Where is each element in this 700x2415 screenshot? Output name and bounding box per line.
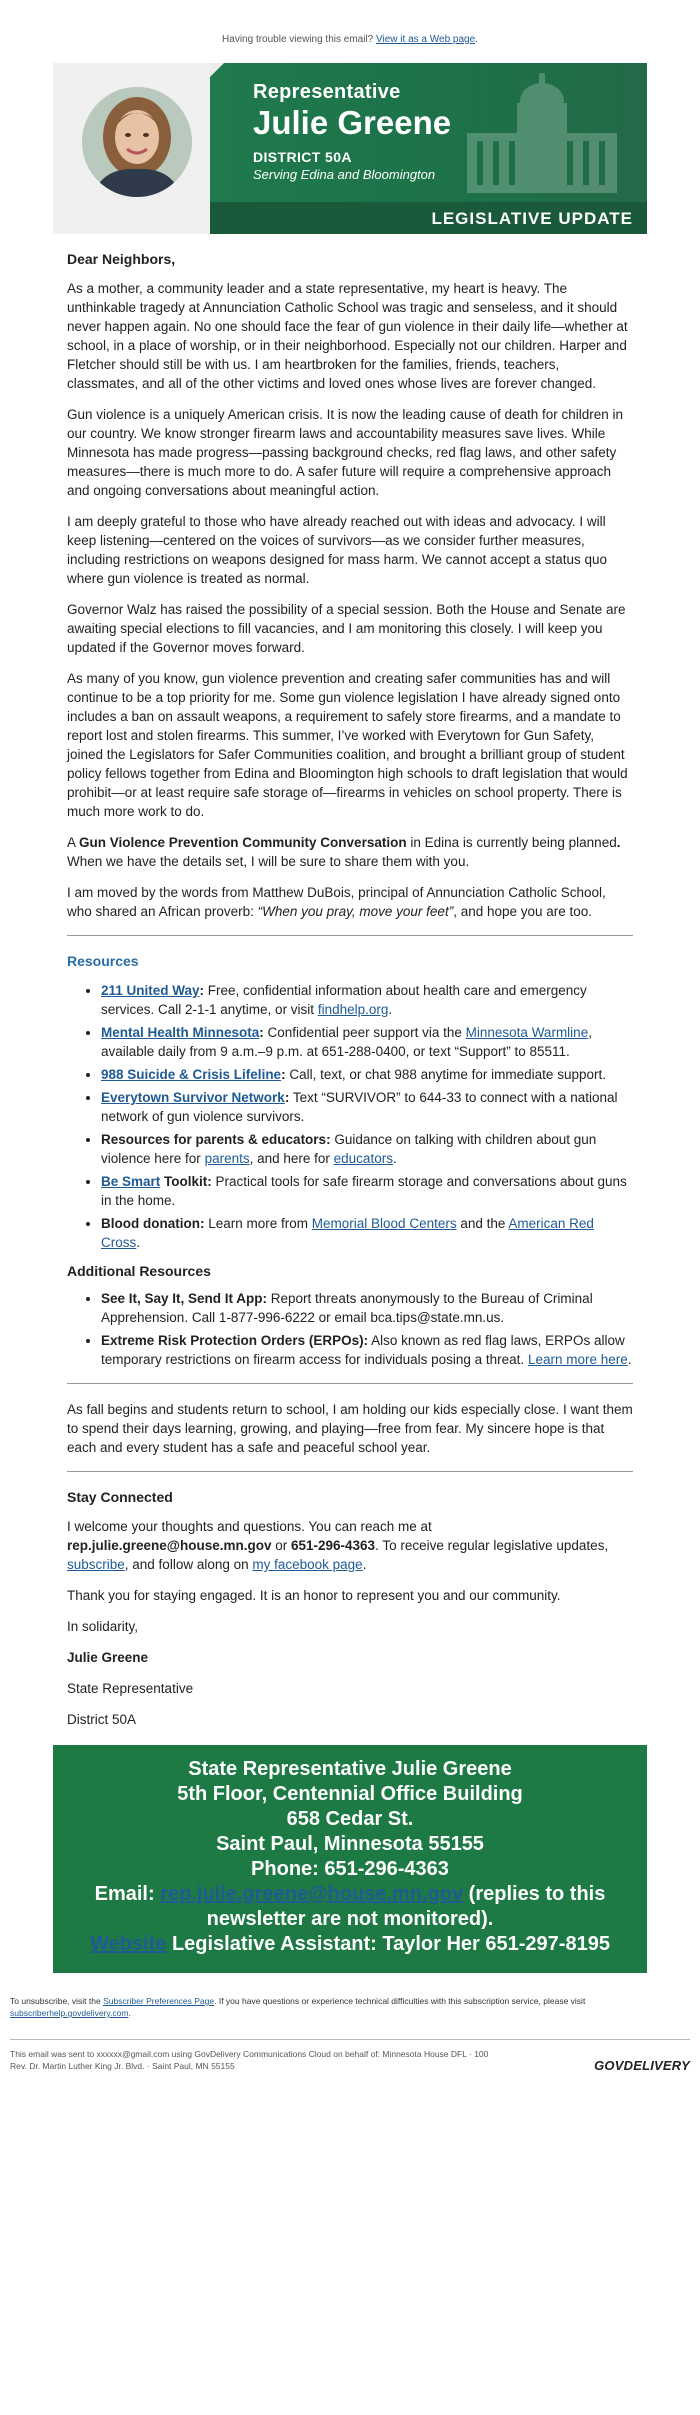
web-view-notice [0,0,700,63]
parents-end: . [392,1151,397,1166]
email-body [53,63,647,1973]
resource-text: Confidential peer support via the [263,1025,466,1040]
parents-link[interactable]: parents [204,1151,250,1166]
resource-item [101,1172,633,1210]
proverb-pre: I am moved by the words from Matthew DuBois, principal of Annunciation Catholic School, who shared an African proverb: [67,885,606,919]
sent-info-row [10,2048,690,2072]
educators-link[interactable]: educators [333,1151,393,1166]
sent-line-2: Rev. Dr. Martin Luther King Jr. Blvd. · Saint Paul, MN 55155 [10,2061,235,2071]
erpo-learn-more-link[interactable]: Learn more here [527,1352,628,1367]
paragraph-3: I am deeply grateful to those who have already reached out with ideas and advocacy. I will keep listening—centered on the voices of survivors—as we consider further measures, including restrictions on weapons designed for mass harm. We cannot accept a status quo where gun violence is treated as normal. [67,514,608,586]
divider [67,935,633,936]
resource-item [101,1023,633,1061]
sent-line-1: This email was sent to xxxxxx@gmail.com using GovDelivery Communications Cloud on behalf of: Minnesota House DFL · 100 [10,2049,489,2059]
footer-divider [10,2039,690,2040]
parents-text: Guidance on talking with children about gun violence here for [101,1132,597,1166]
contact-pre: I welcome your thoughts and questions. You can reach me at [67,1519,432,1534]
resource-item [101,1214,633,1252]
lifeline-988-link[interactable]: 988 Suicide & Crisis Lifeline [101,1067,282,1082]
signature-title: State Representative [67,1681,194,1696]
erpo-end: . [627,1352,632,1367]
banner-name: Julie Greene [253,104,452,141]
be-smart-link[interactable]: Be Smart [101,1174,161,1189]
web-view-text: Having trouble viewing this email? [222,34,377,45]
mental-health-mn-link[interactable]: Mental Health Minnesota [101,1025,260,1040]
conversation-paragraph [67,833,633,871]
paragraph-4: Governor Walz has raised the possibility of a special session. Both the House and Senate are awaiting special elections to fill vacancies, and I am monitoring this closely. I will keep you updated if the Governor moves forward. [67,602,626,655]
banner-title-line1: Representative [253,81,401,103]
resource-item [101,1331,633,1369]
subscriber-help-link[interactable]: subscriberhelp.govdelivery.com [10,2008,129,2018]
conversation-period: . [616,835,621,850]
contact-or: or [271,1538,291,1553]
contact-footer-box [53,1745,647,1973]
resource-end: , available daily from 9 a.m.–9 p.m. at 651-288-0400, or text “Support” to 85511. [101,1025,592,1059]
banner-district: DISTRICT 50A [253,148,352,165]
proverb-paragraph [67,883,633,921]
contact-mid: . To receive regular legislative updates, [375,1538,609,1553]
findhelp-link[interactable]: findhelp.org [317,1002,389,1017]
footer-street: 658 Cedar St. [286,1808,414,1830]
footer-website-link[interactable]: Website [90,1933,167,1955]
footer-email-label: Email: [94,1883,161,1905]
united-way-link[interactable]: 211 United Way [101,983,200,998]
red-cross-link[interactable]: American Red Cross [101,1216,594,1250]
footer-phone: Phone: 651-296-4363 [251,1858,449,1880]
parents-heading: Resources for parents & educators: [101,1132,331,1147]
greeting: Dear Neighbors, [67,251,176,267]
blood-end: . [136,1235,141,1250]
contact-end: . [362,1557,367,1572]
capitol-building-graphic [427,63,647,203]
erpo-text: Also known as red flag laws, ERPOs allow temporary restrictions on firearm access for individuals posing a threat. [101,1333,625,1367]
see-it-heading: See It, Say It, Send It App: [101,1291,268,1306]
footer-website-line [67,1932,633,1957]
mn-warmline-link[interactable]: Minnesota Warmline [465,1025,589,1040]
signature-district: District 50A [67,1712,137,1727]
resource-text: Call, text, or chat 988 anytime for immediate support. [285,1067,606,1082]
thanks-paragraph: Thank you for staying engaged. It is an honor to represent you and our community. [67,1588,561,1603]
newsletter-content [53,250,647,1729]
unsub-pre: To unsubscribe, visit the [10,1996,104,2006]
resource-item [101,1130,633,1168]
blood-text: Learn more from [204,1216,312,1231]
proverb-quote: “When you pray, move your feet” [257,904,454,919]
legislative-update-label: LEGISLATIVE UPDATE [431,209,633,228]
resource-sep: : [281,1067,286,1082]
email-footer [0,1995,700,2072]
contact-mid2: , and follow along on [124,1557,253,1572]
resource-item [101,1289,633,1327]
facebook-page-link[interactable]: my facebook page [252,1557,363,1572]
proverb-post: , and hope you are too. [453,904,593,919]
resources-heading: Resources [67,953,139,969]
signature-name: Julie Greene [67,1650,149,1665]
subscriber-preferences-link[interactable]: Subscriber Preferences Page [103,1996,215,2006]
footer-email-note: (replies to this newsletter are not monitored). [206,1883,606,1930]
footer-assistant: Legislative Assistant: Taylor Her 651-297-8195 [166,1933,610,1955]
fall-paragraph: As fall begins and students return to school, I am holding our kids especially close. I want them to spend their days learning, growing, and playing—free from fear. My sincere hope is that each and every student has a safe and peaceful school year. [67,1402,633,1455]
blood-mid: and the [456,1216,509,1231]
stay-connected-heading: Stay Connected [67,1489,173,1505]
sent-info [10,2048,488,2072]
resource-sep: : [259,1025,264,1040]
footer-email-link[interactable]: rep.julie.greene@house.mn.gov [160,1883,464,1905]
besmart-text: Practical tools for safe firearm storage and conversations about guns in the home. [101,1174,627,1208]
unsubscribe-text [10,1995,690,2019]
closing: In solidarity, [67,1619,139,1634]
besmart-toolkit: Toolkit: [160,1174,212,1189]
resource-item [101,1088,633,1126]
paragraph-5: As many of you know, gun violence prevention and creating safer communities has and will continue to be a top priority for me. Some gun violence legislation I have already signed onto includes a ban on assault weapons, a requirement to safely store firearms, and a mandate to report lost and stolen firearms. This summer, I’ve worked with Everytown for Gun Safety, joined the Legislators for Safer Communities coalition, and brought a brilliant group of student policy fellows together from Edina and Bloomington high schools to draft legislation that would prohibit—or at least require safe storage of—firearms in vehicles on school property. There is much more work to do. [67,671,628,819]
govdelivery-logo: GOVDELIVERY [594,2058,690,2073]
resources-list [67,981,633,1252]
banner-text [253,81,451,182]
memorial-blood-centers-link[interactable]: Memorial Blood Centers [311,1216,457,1231]
erpo-heading: Extreme Risk Protection Orders (ERPOs): [101,1333,369,1348]
additional-resources-heading: Additional Resources [67,1263,211,1279]
resource-text: Free, confidential information about health care and emergency services. Call 2-1-1 anytime, or visit [101,983,587,1017]
header-banner [53,63,647,234]
footer-city: Saint Paul, Minnesota 55155 [216,1833,484,1855]
conversation-pre: A [67,835,80,850]
everytown-survivor-link[interactable]: Everytown Survivor Network [101,1090,285,1105]
blood-heading: Blood donation: [101,1216,205,1231]
representative-portrait [82,87,192,197]
contact-paragraph [67,1517,633,1574]
additional-resources-list [67,1289,633,1369]
contact-email: rep.julie.greene@house.mn.gov [67,1538,272,1553]
resource-sep: : [199,983,205,998]
unsub-mid: . If you have questions or experience technical difficulties with this subscription service, please visit [214,1996,586,2006]
conversation-tail: When we have the details set, I will be sure to share them with you. [67,854,470,869]
paragraph-2: Gun violence is a uniquely American crisis. It is now the leading cause of death for children in our country. We know stronger firearm laws and accountability measures save lives. While Minnesota has made progress—passing background checks, red flag laws, and other safety measures—there is much more to do. A safer future will require a comprehensive approach and ongoing conversations about meaningful action. [67,407,624,498]
unsub-end: . [128,2008,131,2018]
resource-end: . [388,1002,393,1017]
resource-text: Text “SURVIVOR” to 644-33 to connect with a national network of gun violence survivors. [101,1090,618,1124]
footer-office: 5th Floor, Centennial Office Building [177,1783,523,1805]
web-view-end: . [475,34,478,45]
conversation-post: in Edina is currently being planned [406,835,617,850]
footer-email-line [67,1882,633,1932]
resource-sep: : [284,1090,290,1105]
resource-item [101,1065,633,1084]
parents-mid: , and here for [249,1151,334,1166]
subscribe-link[interactable]: subscribe [67,1557,125,1572]
divider [67,1383,633,1384]
portrait-illustration [82,87,192,197]
banner-serving: Serving Edina and Bloomington [253,166,436,182]
resource-item [101,981,633,1019]
view-as-web-page-link[interactable]: View it as a Web page [376,34,476,45]
see-it-text: Report threats anonymously to the Bureau of Criminal Apprehension. Call 1-877-996-6222 or email bca.tips@state.mn.us. [101,1291,593,1325]
divider [67,1471,633,1472]
footer-name: State Representative Julie Greene [188,1758,512,1780]
paragraph-1: As a mother, a community leader and a state representative, my heart is heavy. The unthinkable tragedy at Annunciation Catholic School was tragic and senseless, and it should never happen again. No one should face the fear of gun violence in their daily life—whether at school, in a place of worship, or in their neighborhood. Especially not our children. Harper and Fletcher should still be with us. I am heartbroken for the families, friends, teachers, classmates, and all of the other victims and loved ones whose lives are forever changed. [67,281,628,391]
conversation-event-name: Gun Violence Prevention Community Conversation [79,835,407,850]
contact-phone: 651-296-4363 [290,1538,376,1553]
